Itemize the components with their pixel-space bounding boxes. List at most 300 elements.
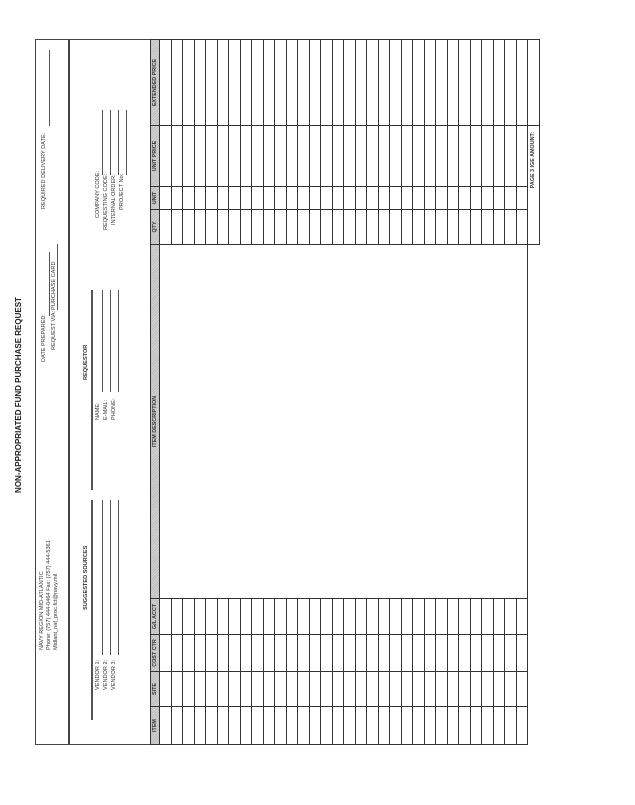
cell-unit-price[interactable] (355, 126, 367, 187)
cell-gl-acct[interactable] (309, 599, 321, 635)
cell-unit-price[interactable] (309, 126, 321, 187)
cell-unit-price[interactable] (436, 126, 448, 187)
cell-site[interactable] (516, 672, 528, 707)
requestor-heading: REQUESTOR (83, 344, 89, 380)
cell-cost-ctr[interactable] (505, 635, 517, 672)
cell-unit[interactable] (424, 187, 436, 210)
cell-item[interactable] (367, 707, 379, 745)
org-email: Midlant_naf_proc.fct@navy.mil (53, 573, 59, 650)
cell-cost-ctr[interactable] (447, 635, 459, 672)
cell-extended-price[interactable] (459, 40, 471, 126)
cell-extended-price[interactable] (160, 40, 172, 126)
cell-unit-price[interactable] (298, 126, 310, 187)
cell-extended-price[interactable] (505, 40, 517, 126)
cell-unit-price[interactable] (447, 126, 459, 187)
cell-qty[interactable] (493, 210, 505, 245)
cell-qty[interactable] (309, 210, 321, 245)
cell-qty[interactable] (275, 210, 287, 245)
cell-extended-price[interactable] (194, 40, 206, 126)
cell-extended-price[interactable] (275, 40, 287, 126)
cell-unit-price[interactable] (390, 126, 402, 187)
cell-item[interactable] (160, 707, 172, 745)
cell-unit[interactable] (516, 187, 528, 210)
cell-qty[interactable] (482, 210, 494, 245)
cell-site[interactable] (229, 672, 241, 707)
cell-unit-price[interactable] (286, 126, 298, 187)
cell-site[interactable] (367, 672, 379, 707)
cell-item[interactable] (459, 707, 471, 745)
cell-site[interactable] (286, 672, 298, 707)
cell-qty[interactable] (436, 210, 448, 245)
cell-extended-price[interactable] (240, 40, 252, 126)
cell-unit-price[interactable] (160, 126, 172, 187)
cell-item[interactable] (436, 707, 448, 745)
project-no-label: PROJECT No: (119, 173, 125, 210)
date-prepared-field[interactable] (49, 252, 50, 316)
cell-cost-ctr[interactable] (240, 635, 252, 672)
cell-unit-price[interactable] (183, 126, 195, 187)
cell-gl-acct[interactable] (194, 599, 206, 635)
cell-cost-ctr[interactable] (424, 635, 436, 672)
cell-qty[interactable] (378, 210, 390, 245)
table-footer-row (528, 40, 540, 745)
cell-unit-price[interactable] (505, 126, 517, 187)
cell-cost-ctr[interactable] (493, 635, 505, 672)
cell-unit-price[interactable] (401, 126, 413, 187)
cell-site[interactable] (424, 672, 436, 707)
cell-item[interactable] (263, 707, 275, 745)
cell-gl-acct[interactable] (516, 599, 528, 635)
required-delivery-label: REQUIRED DELIVERY DATE: (41, 132, 47, 209)
cell-unit-price[interactable] (516, 126, 528, 187)
cell-gl-acct[interactable] (447, 599, 459, 635)
cell-site[interactable] (275, 672, 287, 707)
cell-item[interactable] (275, 707, 287, 745)
date-prepared-label: DATE PREPARED: (41, 314, 47, 362)
cell-cost-ctr[interactable] (160, 635, 172, 672)
col-header-cost-ctr: COST CTR (151, 635, 160, 672)
cell-cost-ctr[interactable] (470, 635, 482, 672)
cell-unit[interactable] (160, 187, 172, 210)
cell-cost-ctr[interactable] (459, 635, 471, 672)
cell-unit[interactable] (298, 187, 310, 210)
cell-unit-price[interactable] (413, 126, 425, 187)
col-header-item: ITEM (151, 707, 160, 745)
cell-extended-price[interactable] (286, 40, 298, 126)
cell-cost-ctr[interactable] (286, 635, 298, 672)
cell-site[interactable] (482, 672, 494, 707)
cell-item[interactable] (447, 707, 459, 745)
cell-site[interactable] (240, 672, 252, 707)
cell-unit-price[interactable] (229, 126, 241, 187)
cell-unit[interactable] (344, 187, 356, 210)
cell-extended-price[interactable] (321, 40, 333, 126)
cell-item[interactable] (516, 707, 528, 745)
cell-extended-price[interactable] (298, 40, 310, 126)
cell-site[interactable] (344, 672, 356, 707)
cell-gl-acct[interactable] (206, 599, 218, 635)
cell-item[interactable] (355, 707, 367, 745)
cell-qty[interactable] (459, 210, 471, 245)
cell-extended-price[interactable] (252, 40, 264, 126)
name-label: NAME: (95, 402, 101, 420)
table-row (160, 40, 172, 745)
cell-qty[interactable] (424, 210, 436, 245)
cell-extended-price[interactable] (424, 40, 436, 126)
cell-item[interactable] (493, 707, 505, 745)
cell-cost-ctr[interactable] (321, 635, 333, 672)
cell-unit-price[interactable] (263, 126, 275, 187)
cell-site[interactable] (459, 672, 471, 707)
cell-gl-acct[interactable] (171, 599, 183, 635)
cell-gl-acct[interactable] (482, 599, 494, 635)
cell-extended-price[interactable] (493, 40, 505, 126)
cell-unit[interactable] (459, 187, 471, 210)
cell-extended-price[interactable] (309, 40, 321, 126)
cell-item[interactable] (413, 707, 425, 745)
cell-gl-acct[interactable] (229, 599, 241, 635)
cell-cost-ctr[interactable] (298, 635, 310, 672)
cell-unit[interactable] (367, 187, 379, 210)
cell-cost-ctr[interactable] (436, 635, 448, 672)
cell-qty[interactable] (298, 210, 310, 245)
cell-gl-acct[interactable] (378, 599, 390, 635)
cell-gl-acct[interactable] (436, 599, 448, 635)
cell-cost-ctr[interactable] (309, 635, 321, 672)
cell-unit[interactable] (505, 187, 517, 210)
cell-gl-acct[interactable] (252, 599, 264, 635)
cell-site[interactable] (309, 672, 321, 707)
cell-unit[interactable] (309, 187, 321, 210)
cell-qty[interactable] (344, 210, 356, 245)
cell-qty[interactable] (447, 210, 459, 245)
cell-gl-acct[interactable] (263, 599, 275, 635)
cell-qty[interactable] (240, 210, 252, 245)
cell-unit-price[interactable] (252, 126, 264, 187)
cell-unit[interactable] (436, 187, 448, 210)
cell-site[interactable] (390, 672, 402, 707)
cell-unit[interactable] (217, 187, 229, 210)
project-no-field[interactable] (126, 110, 127, 175)
col-header-qty: QTY (151, 210, 160, 245)
cell-qty[interactable] (183, 210, 195, 245)
cell-unit[interactable] (286, 187, 298, 210)
footer-blank (528, 245, 540, 745)
cell-extended-price[interactable] (183, 40, 195, 126)
cell-extended-price[interactable] (470, 40, 482, 126)
email-field[interactable] (110, 290, 111, 392)
cell-qty[interactable] (470, 210, 482, 245)
cell-extended-price[interactable] (171, 40, 183, 126)
cell-unit-price[interactable] (367, 126, 379, 187)
cell-qty[interactable] (390, 210, 402, 245)
cell-gl-acct[interactable] (390, 599, 402, 635)
cell-qty[interactable] (206, 210, 218, 245)
cell-cost-ctr[interactable] (516, 635, 528, 672)
cell-extended-price[interactable] (516, 40, 528, 126)
internal-order-label: INTERNAL ORDER: (111, 174, 117, 225)
cell-item[interactable] (470, 707, 482, 745)
cell-desc[interactable] (160, 245, 528, 599)
cell-gl-acct[interactable] (459, 599, 471, 635)
cell-site[interactable] (194, 672, 206, 707)
cell-item[interactable] (390, 707, 402, 745)
purchase-request-form (10, 40, 545, 750)
request-via-label: REQUEST VIA: (51, 310, 57, 350)
cell-extended-price[interactable] (482, 40, 494, 126)
cell-item[interactable] (194, 707, 206, 745)
cell-cost-ctr[interactable] (252, 635, 264, 672)
cell-site[interactable] (206, 672, 218, 707)
cell-extended-price[interactable] (390, 40, 402, 126)
cell-cost-ctr[interactable] (217, 635, 229, 672)
cell-unit[interactable] (252, 187, 264, 210)
cell-site[interactable] (263, 672, 275, 707)
cell-extended-price[interactable] (263, 40, 275, 126)
cell-unit-price[interactable] (171, 126, 183, 187)
cell-qty[interactable] (229, 210, 241, 245)
cell-cost-ctr[interactable] (194, 635, 206, 672)
cell-gl-acct[interactable] (493, 599, 505, 635)
cell-unit[interactable] (206, 187, 218, 210)
request-via-field[interactable]: PURCHASE CARD (51, 244, 58, 310)
cell-cost-ctr[interactable] (206, 635, 218, 672)
cell-unit-price[interactable] (459, 126, 471, 187)
cell-qty[interactable] (413, 210, 425, 245)
cell-qty[interactable] (516, 210, 528, 245)
cell-unit-price[interactable] (482, 126, 494, 187)
cell-site[interactable] (321, 672, 333, 707)
cell-cost-ctr[interactable] (183, 635, 195, 672)
org-phone: Phone: (757) 444-0464 Fax: (757) 444-5361 (46, 540, 52, 650)
items-table (150, 39, 540, 745)
cell-qty[interactable] (217, 210, 229, 245)
required-delivery-field[interactable] (49, 50, 50, 126)
suggested-sources-heading: SUGGESTED SOURCES (83, 545, 89, 610)
cell-cost-ctr[interactable] (355, 635, 367, 672)
cell-gl-acct[interactable] (160, 599, 172, 635)
cell-site[interactable] (505, 672, 517, 707)
cell-item[interactable] (505, 707, 517, 745)
cell-cost-ctr[interactable] (263, 635, 275, 672)
cell-unit-price[interactable] (344, 126, 356, 187)
cell-item[interactable] (309, 707, 321, 745)
cell-qty[interactable] (355, 210, 367, 245)
cell-qty[interactable] (194, 210, 206, 245)
cell-unit-price[interactable] (424, 126, 436, 187)
cell-site[interactable] (447, 672, 459, 707)
cell-unit[interactable] (470, 187, 482, 210)
cell-extended-price[interactable] (206, 40, 218, 126)
cell-gl-acct[interactable] (344, 599, 356, 635)
cell-item[interactable] (286, 707, 298, 745)
cell-gl-acct[interactable] (321, 599, 333, 635)
cell-unit[interactable] (275, 187, 287, 210)
col-header-extended-price: EXTENDED PRICE (151, 40, 160, 126)
cell-gl-acct[interactable] (424, 599, 436, 635)
cell-qty[interactable] (160, 210, 172, 245)
cell-extended-price[interactable] (355, 40, 367, 126)
cell-cost-ctr[interactable] (482, 635, 494, 672)
cell-site[interactable] (298, 672, 310, 707)
cell-gl-acct[interactable] (275, 599, 287, 635)
cell-extended-price[interactable] (332, 40, 344, 126)
cell-item[interactable] (344, 707, 356, 745)
cell-site[interactable] (493, 672, 505, 707)
vendor-2-label: VENDOR 2: (103, 659, 109, 690)
cell-item[interactable] (482, 707, 494, 745)
cell-gl-acct[interactable] (286, 599, 298, 635)
cell-extended-price[interactable] (378, 40, 390, 126)
cell-unit-price[interactable] (275, 126, 287, 187)
cell-unit[interactable] (183, 187, 195, 210)
cell-unit-price[interactable] (217, 126, 229, 187)
col-header-unit-price: UNIT PRICE (151, 126, 160, 187)
cell-gl-acct[interactable] (183, 599, 195, 635)
cell-unit[interactable] (321, 187, 333, 210)
cell-qty[interactable] (505, 210, 517, 245)
cell-gl-acct[interactable] (505, 599, 517, 635)
cell-unit-price[interactable] (470, 126, 482, 187)
cell-item[interactable] (252, 707, 264, 745)
cell-site[interactable] (401, 672, 413, 707)
cell-site[interactable] (160, 672, 172, 707)
cell-item[interactable] (171, 707, 183, 745)
cell-unit[interactable] (413, 187, 425, 210)
cell-item[interactable] (401, 707, 413, 745)
cell-gl-acct[interactable] (332, 599, 344, 635)
requestor-divider (91, 290, 93, 490)
phone-field[interactable] (118, 290, 119, 392)
cell-unit-price[interactable] (378, 126, 390, 187)
cell-cost-ctr[interactable] (275, 635, 287, 672)
cell-qty[interactable] (401, 210, 413, 245)
cell-site[interactable] (355, 672, 367, 707)
vendor-3-field[interactable] (118, 500, 119, 655)
cell-qty[interactable] (367, 210, 379, 245)
name-field[interactable] (102, 290, 103, 392)
cell-qty[interactable] (171, 210, 183, 245)
cell-gl-acct[interactable] (355, 599, 367, 635)
cell-unit[interactable] (229, 187, 241, 210)
cell-item[interactable] (240, 707, 252, 745)
requesting-code-label: REQUESTING CODE: (103, 173, 109, 230)
cell-site[interactable] (436, 672, 448, 707)
cell-gl-acct[interactable] (298, 599, 310, 635)
cell-site[interactable] (470, 672, 482, 707)
col-header-item-description: ITEM DESCRIPTION (151, 245, 160, 599)
cell-unit[interactable] (355, 187, 367, 210)
cell-unit[interactable] (493, 187, 505, 210)
cell-extended-price[interactable] (229, 40, 241, 126)
cell-extended-price[interactable] (367, 40, 379, 126)
vendor-3-label: VENDOR 3: (111, 659, 117, 690)
cell-extended-price[interactable] (436, 40, 448, 126)
cell-qty[interactable] (286, 210, 298, 245)
cell-unit[interactable] (390, 187, 402, 210)
cell-unit-price[interactable] (240, 126, 252, 187)
cell-cost-ctr[interactable] (332, 635, 344, 672)
cell-unit[interactable] (240, 187, 252, 210)
requesting-code-field[interactable] (110, 110, 111, 175)
cell-extended-price[interactable] (344, 40, 356, 126)
cell-cost-ctr[interactable] (401, 635, 413, 672)
cell-site[interactable] (171, 672, 183, 707)
cell-item[interactable] (424, 707, 436, 745)
cell-unit[interactable] (482, 187, 494, 210)
cell-site[interactable] (183, 672, 195, 707)
cell-site[interactable] (252, 672, 264, 707)
cell-cost-ctr[interactable] (229, 635, 241, 672)
cell-gl-acct[interactable] (470, 599, 482, 635)
cell-gl-acct[interactable] (413, 599, 425, 635)
cell-cost-ctr[interactable] (378, 635, 390, 672)
cell-extended-price[interactable] (413, 40, 425, 126)
table-header-row (151, 40, 160, 745)
cell-unit[interactable] (401, 187, 413, 210)
cell-qty[interactable] (252, 210, 264, 245)
cell-unit[interactable] (332, 187, 344, 210)
cell-unit-price[interactable] (493, 126, 505, 187)
col-header-unit: UNIT (151, 187, 160, 210)
cell-gl-acct[interactable] (367, 599, 379, 635)
cell-unit[interactable] (194, 187, 206, 210)
cell-item[interactable] (378, 707, 390, 745)
cell-site[interactable] (332, 672, 344, 707)
cell-unit-price[interactable] (332, 126, 344, 187)
cell-qty[interactable] (263, 210, 275, 245)
internal-order-field[interactable] (118, 110, 119, 175)
col-header-site: SITE (151, 672, 160, 707)
cell-cost-ctr[interactable] (367, 635, 379, 672)
cell-item[interactable] (183, 707, 195, 745)
vendor-2-field[interactable] (110, 500, 111, 655)
cell-unit-price[interactable] (194, 126, 206, 187)
cell-cost-ctr[interactable] (344, 635, 356, 672)
cell-unit-price[interactable] (206, 126, 218, 187)
cell-item[interactable] (229, 707, 241, 745)
cell-gl-acct[interactable] (240, 599, 252, 635)
cell-cost-ctr[interactable] (390, 635, 402, 672)
cell-unit[interactable] (171, 187, 183, 210)
cell-extended-price[interactable] (447, 40, 459, 126)
cell-qty[interactable] (321, 210, 333, 245)
page-ige-amount-value[interactable] (528, 40, 540, 126)
cell-cost-ctr[interactable] (171, 635, 183, 672)
cell-qty[interactable] (332, 210, 344, 245)
cell-site[interactable] (413, 672, 425, 707)
form-title: NON-APPROPRIATED FUND PURCHASE REQUEST (14, 297, 23, 493)
cell-site[interactable] (217, 672, 229, 707)
cell-unit[interactable] (263, 187, 275, 210)
cell-site[interactable] (378, 672, 390, 707)
cell-item[interactable] (298, 707, 310, 745)
cell-unit[interactable] (447, 187, 459, 210)
cell-unit-price[interactable] (321, 126, 333, 187)
cell-item[interactable] (332, 707, 344, 745)
cell-extended-price[interactable] (401, 40, 413, 126)
cell-item[interactable] (206, 707, 218, 745)
vendor-1-field[interactable] (102, 500, 103, 655)
cell-cost-ctr[interactable] (413, 635, 425, 672)
cell-unit[interactable] (378, 187, 390, 210)
company-code-field[interactable] (102, 110, 103, 175)
cell-item[interactable] (321, 707, 333, 745)
cell-gl-acct[interactable] (217, 599, 229, 635)
cell-item[interactable] (217, 707, 229, 745)
cell-gl-acct[interactable] (401, 599, 413, 635)
cell-extended-price[interactable] (217, 40, 229, 126)
